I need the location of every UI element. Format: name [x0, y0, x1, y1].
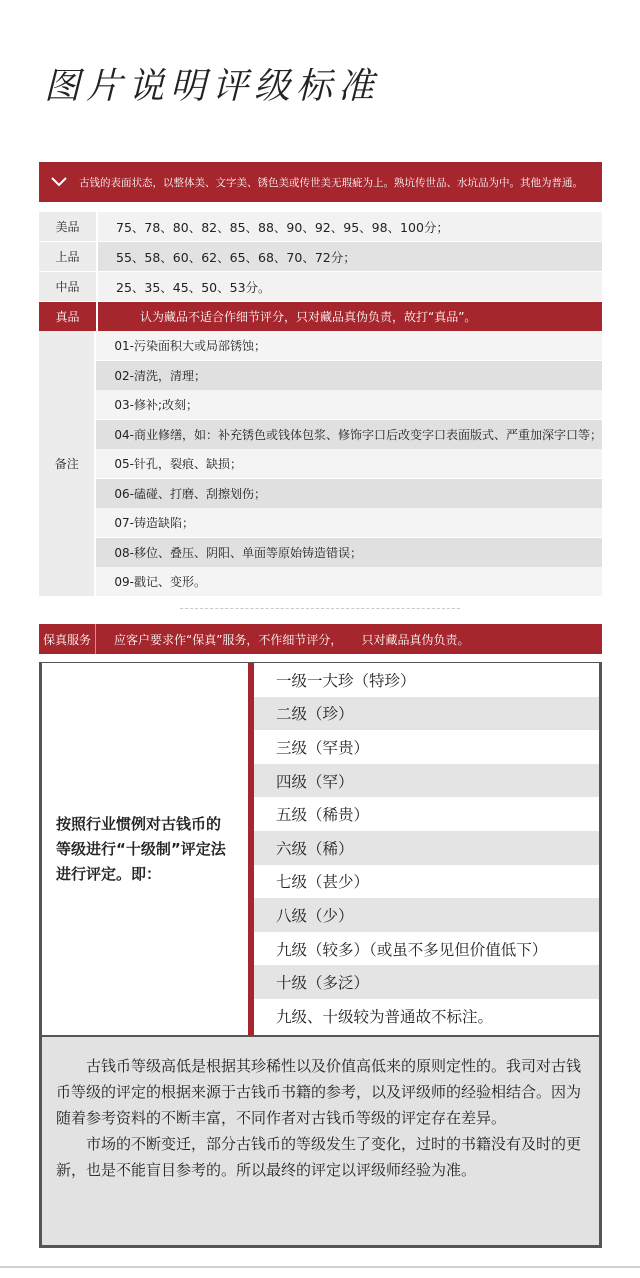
- chevron-down-icon: [47, 170, 71, 194]
- grade-row-zhenpin: [39, 302, 602, 331]
- grade-label: 中品: [39, 272, 96, 301]
- grade-row-zhongpin: [39, 272, 602, 301]
- divider: [180, 608, 460, 609]
- list-item: 02-清洗，清理；: [96, 361, 602, 390]
- levels-intro-text: 按照行业惯例对古钱币的等级进行“十级制”评定法进行评定。即：: [56, 814, 226, 883]
- service-label: 保真服务: [39, 624, 96, 654]
- list-item: 08-移位、叠压、阴阳、单面等原始铸造错误；: [96, 538, 602, 567]
- list-item: 03-修补;改刻；: [96, 390, 602, 419]
- grade-value: 认为藏品不适合作细节评分，只对藏品真伪负责，故打“真品”。: [98, 302, 602, 331]
- level-item: 六级（稀）: [254, 831, 599, 865]
- levels-list: [254, 663, 599, 1035]
- bottom-divider: [0, 1266, 640, 1268]
- page-title: 图片说明评级标准: [44, 66, 381, 107]
- list-item: 05-针孔，裂痕、缺损；: [96, 449, 602, 478]
- grade-table: [39, 212, 602, 332]
- grade-row-meipin: [39, 212, 602, 241]
- grade-label: 美品: [39, 212, 96, 241]
- list-item: 09-戳记、变形。: [96, 567, 602, 596]
- level-item: 四级（罕）: [254, 764, 599, 798]
- grade-value: 55、58、60、62、65、68、70、72分；: [98, 242, 602, 271]
- list-item: 04-商业修缮，如：补充锈色或钱体包浆、修饰字口后改变字口表面版式、严重加深字口等；: [96, 420, 602, 449]
- banner-text: 古钱的表面状态，以整体美、文字美、锈色美或传世美无瑕疵为上。熟坑传世品、水坑品为中。其他为普通。: [79, 176, 583, 189]
- surface-state-banner: [39, 162, 602, 202]
- level-item: 三级（罕贵）: [254, 730, 599, 764]
- level-item: 十级（多泛）: [254, 965, 599, 999]
- explanation-paragraph: 市场的不断变迁，部分古钱币的等级发生了变化，过时的书籍没有及时的更新，也是不能盲目参考的。所以最终的评定以评级师经验为准。: [56, 1135, 582, 1179]
- list-item: 01-污染面积大或局部锈蚀；: [96, 331, 602, 360]
- service-text: 应客户要求作“保真”服务，不作细节评分， 只对藏品真伪负责。: [114, 632, 470, 647]
- level-item: 九级（较多）（或虽不多见但价值低下）: [254, 932, 599, 966]
- level-item: 二级（珍）: [254, 697, 599, 731]
- notes-label: 备注: [39, 331, 94, 596]
- levels-intro: [42, 663, 254, 1035]
- level-item: 五级（稀贵）: [254, 797, 599, 831]
- grade-label: 上品: [39, 242, 96, 271]
- notes-list: [96, 331, 602, 596]
- explanation-paragraph: 古钱币等级高低是根据其珍稀性以及价值高低来的原则定性的。我司对古钱币等级的评定的根据来源于古钱币书籍的参考，以及评级师的经验相结合。因为随着参考资料的不断丰富，不同作者对古钱币等级的评定存在差异。: [56, 1057, 582, 1127]
- grade-value: 75、78、80、82、85、88、90、92、95、98、100分；: [98, 212, 602, 241]
- list-item: 07-铸造缺陷；: [96, 508, 602, 537]
- level-item: 七级（甚少）: [254, 865, 599, 899]
- level-item: 九级、十级较为普通故不标注。: [254, 999, 599, 1033]
- grade-label: 真品: [39, 302, 96, 331]
- level-item: 八级（少）: [254, 898, 599, 932]
- level-item: 一级一大珍（特珍）: [254, 663, 599, 697]
- authenticity-service-bar: [39, 624, 602, 654]
- notes-section: [39, 331, 602, 596]
- ten-level-table: [39, 662, 602, 1036]
- grade-value: 25、35、45、50、53分。: [98, 272, 602, 301]
- list-item: 06-磕碰、打磨、刮擦划伤；: [96, 479, 602, 508]
- grade-row-shangpin: [39, 242, 602, 271]
- explanation-box: [39, 1036, 602, 1248]
